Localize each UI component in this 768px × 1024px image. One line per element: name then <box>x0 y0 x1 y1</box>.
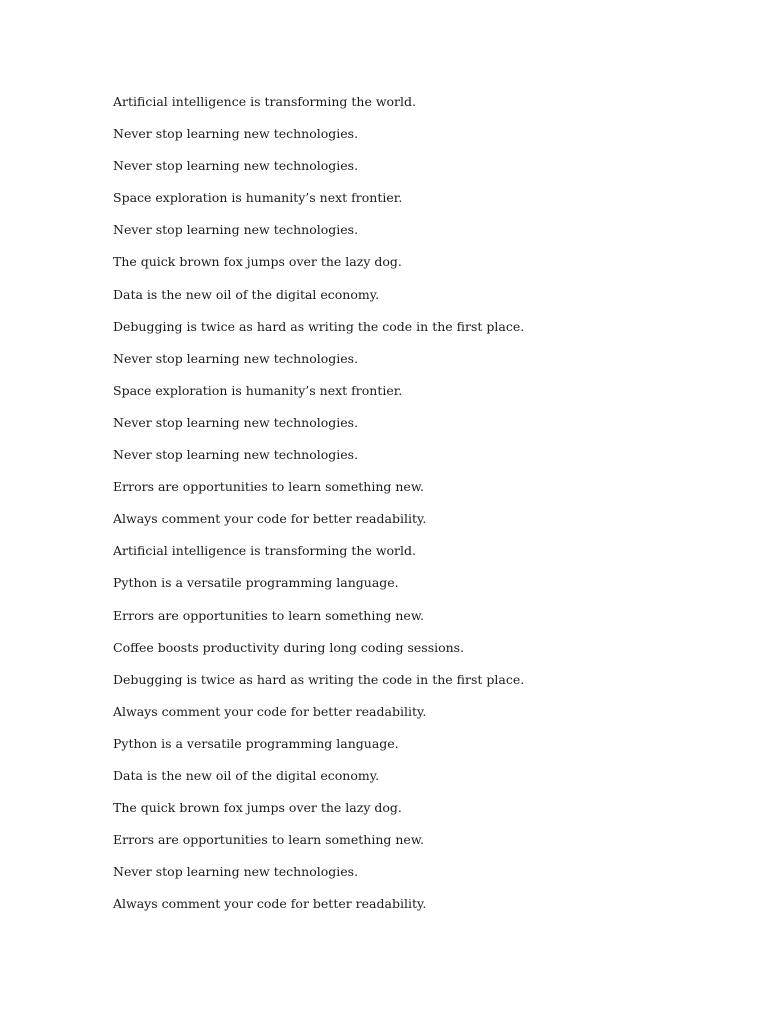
text-line: The quick brown fox jumps over the lazy dog. <box>113 800 402 816</box>
text-line: Always comment your code for better readability. <box>113 511 427 527</box>
text-line: Errors are opportunities to learn something new. <box>113 832 425 848</box>
text-line: The quick brown fox jumps over the lazy dog. <box>113 254 402 270</box>
text-line: Space exploration is humanity’s next frontier. <box>113 190 403 206</box>
text-lines <box>113 92 524 926</box>
text-line: Never stop learning new technologies. <box>113 447 359 463</box>
text-line: Coffee boosts productivity during long coding sessions. <box>113 639 465 655</box>
text-line: Debugging is twice as hard as writing the code in the first place. <box>113 318 525 334</box>
text-line: Debugging is twice as hard as writing the code in the first place. <box>113 671 525 687</box>
text-line: Never stop learning new technologies. <box>113 126 359 142</box>
text-line: Python is a versatile programming language. <box>113 735 399 751</box>
text-line: Artificial intelligence is transforming the world. <box>113 94 416 109</box>
text-line: Never stop learning new technologies. <box>113 222 359 238</box>
text-line: Errors are opportunities to learn something new. <box>113 479 425 495</box>
text-line: Never stop learning new technologies. <box>113 158 359 174</box>
text-line: Always comment your code for better readability. <box>113 896 427 912</box>
text-line: Errors are opportunities to learn something new. <box>113 607 425 623</box>
text-line: Never stop learning new technologies. <box>113 864 359 880</box>
text-line: Space exploration is humanity’s next frontier. <box>113 382 403 398</box>
text-line: Always comment your code for better readability. <box>113 703 427 719</box>
text-line: Python is a versatile programming language. <box>113 575 399 591</box>
text-line: Never stop learning new technologies. <box>113 350 359 366</box>
text-line: Data is the new oil of the digital economy. <box>113 286 380 302</box>
text-line: Never stop learning new technologies. <box>113 414 359 430</box>
text-line: Artificial intelligence is transforming the world. <box>113 543 416 559</box>
text-line: Data is the new oil of the digital economy. <box>113 767 380 783</box>
